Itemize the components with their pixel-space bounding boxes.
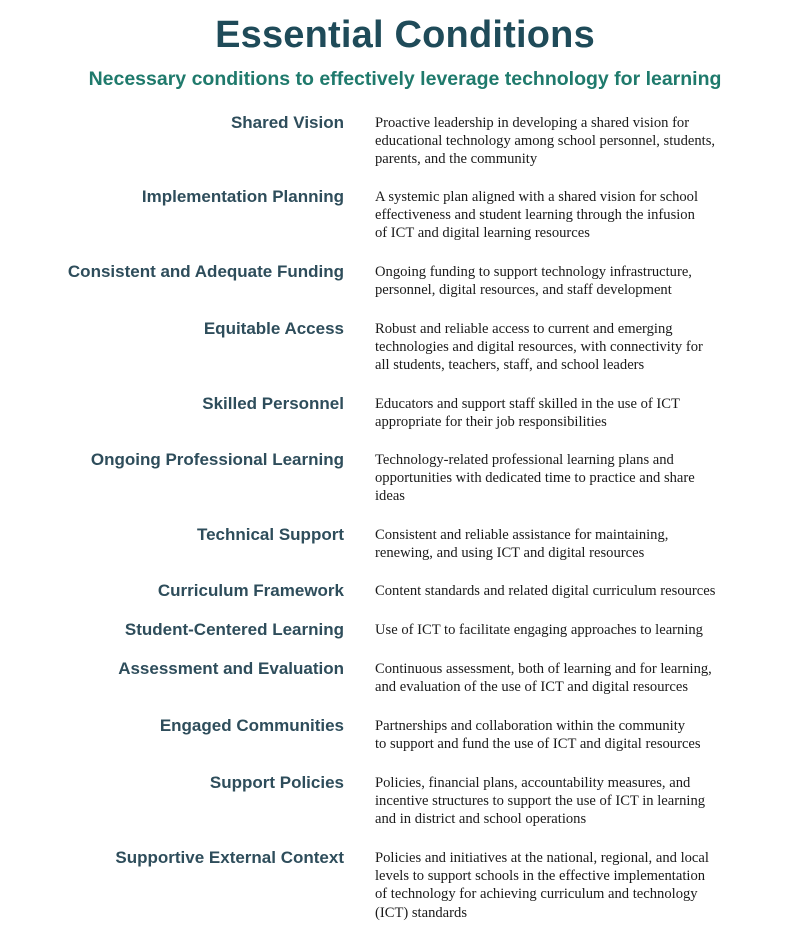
condition-description xyxy=(375,188,795,243)
description-line: Robust and reliable access to current and emerging xyxy=(375,321,673,337)
condition-term: Supportive External Context xyxy=(115,848,344,867)
description-line: Partnerships and collaboration within the community xyxy=(375,718,686,734)
description-line: effectiveness and student learning through the infusion xyxy=(375,207,695,224)
description-line: Ongoing funding to support technology infrastructure, xyxy=(375,264,692,280)
description-line: Proactive leadership in developing a shared vision for xyxy=(375,115,690,131)
condition-description xyxy=(375,774,795,829)
condition-description xyxy=(375,717,795,753)
condition-term: Student-Centered Learning xyxy=(124,620,344,639)
condition-description xyxy=(375,263,795,299)
condition-term: Support Policies xyxy=(209,773,344,792)
description-line: technologies and digital resources, with connectivity for xyxy=(375,339,703,356)
condition-term: Shared Vision xyxy=(230,113,344,132)
description-line: appropriate for their job responsibilities xyxy=(375,414,607,431)
description-line: to support and fund the use of ICT and digital resources xyxy=(375,736,701,753)
condition-term: Equitable Access xyxy=(203,319,344,338)
condition-description xyxy=(375,849,795,922)
description-line: incentive structures to support the use of ICT in learning xyxy=(375,793,706,810)
description-line: Educators and support staff skilled in the use of ICT xyxy=(375,396,680,412)
condition-description xyxy=(375,660,795,696)
description-line: personnel, digital resources, and staff development xyxy=(375,282,672,299)
description-line: renewing, and using ICT and digital resources xyxy=(375,545,645,562)
condition-description xyxy=(375,526,795,562)
description-line: Use of ICT to facilitate engaging approaches to learning xyxy=(375,622,703,638)
description-line: parents, and the community xyxy=(375,151,538,168)
description-line: A systemic plan aligned with a shared vision for school xyxy=(375,189,699,205)
condition-description xyxy=(375,114,795,169)
condition-description xyxy=(375,320,795,375)
description-line: educational technology among school personnel, students, xyxy=(375,133,716,150)
condition-description xyxy=(375,582,795,600)
condition-term: Technical Support xyxy=(196,525,344,544)
condition-term: Skilled Personnel xyxy=(202,394,344,413)
description-line: ideas xyxy=(375,488,405,505)
condition-term: Ongoing Professional Learning xyxy=(90,450,344,469)
description-line: Continuous assessment, both of learning and for learning, xyxy=(375,661,712,677)
description-line: Policies, financial plans, accountability measures, and xyxy=(375,775,691,791)
description-line: of ICT and digital learning resources xyxy=(375,225,590,242)
condition-term: Implementation Planning xyxy=(141,187,344,206)
description-line: Policies and initiatives at the national, regional, and local xyxy=(375,850,709,866)
condition-term: Assessment and Evaluation xyxy=(118,659,344,678)
description-line: all students, teachers, staff, and school leaders xyxy=(375,357,645,374)
description-line: opportunities with dedicated time to practice and share xyxy=(375,470,695,487)
description-line: of technology for achieving curriculum and technology xyxy=(375,886,698,903)
page-subtitle: Necessary conditions to effectively leverage technology for learning xyxy=(88,68,722,90)
condition-description xyxy=(375,395,795,431)
condition-term: Engaged Communities xyxy=(159,716,344,735)
condition-description xyxy=(375,451,795,506)
condition-description xyxy=(375,621,795,639)
description-line: (ICT) standards xyxy=(375,904,467,921)
description-line: and evaluation of the use of ICT and digital resources xyxy=(375,679,688,696)
page-title: Essential Conditions xyxy=(215,14,595,56)
condition-term: Curriculum Framework xyxy=(157,581,344,600)
description-line: Content standards and related digital curriculum resources xyxy=(375,583,716,599)
description-line: Technology-related professional learning plans and xyxy=(375,452,674,468)
description-line: and in district and school operations xyxy=(375,811,587,828)
description-line: levels to support schools in the effective implementation xyxy=(375,868,706,885)
condition-term: Consistent and Adequate Funding xyxy=(67,262,344,281)
description-line: Consistent and reliable assistance for maintaining, xyxy=(375,527,669,543)
